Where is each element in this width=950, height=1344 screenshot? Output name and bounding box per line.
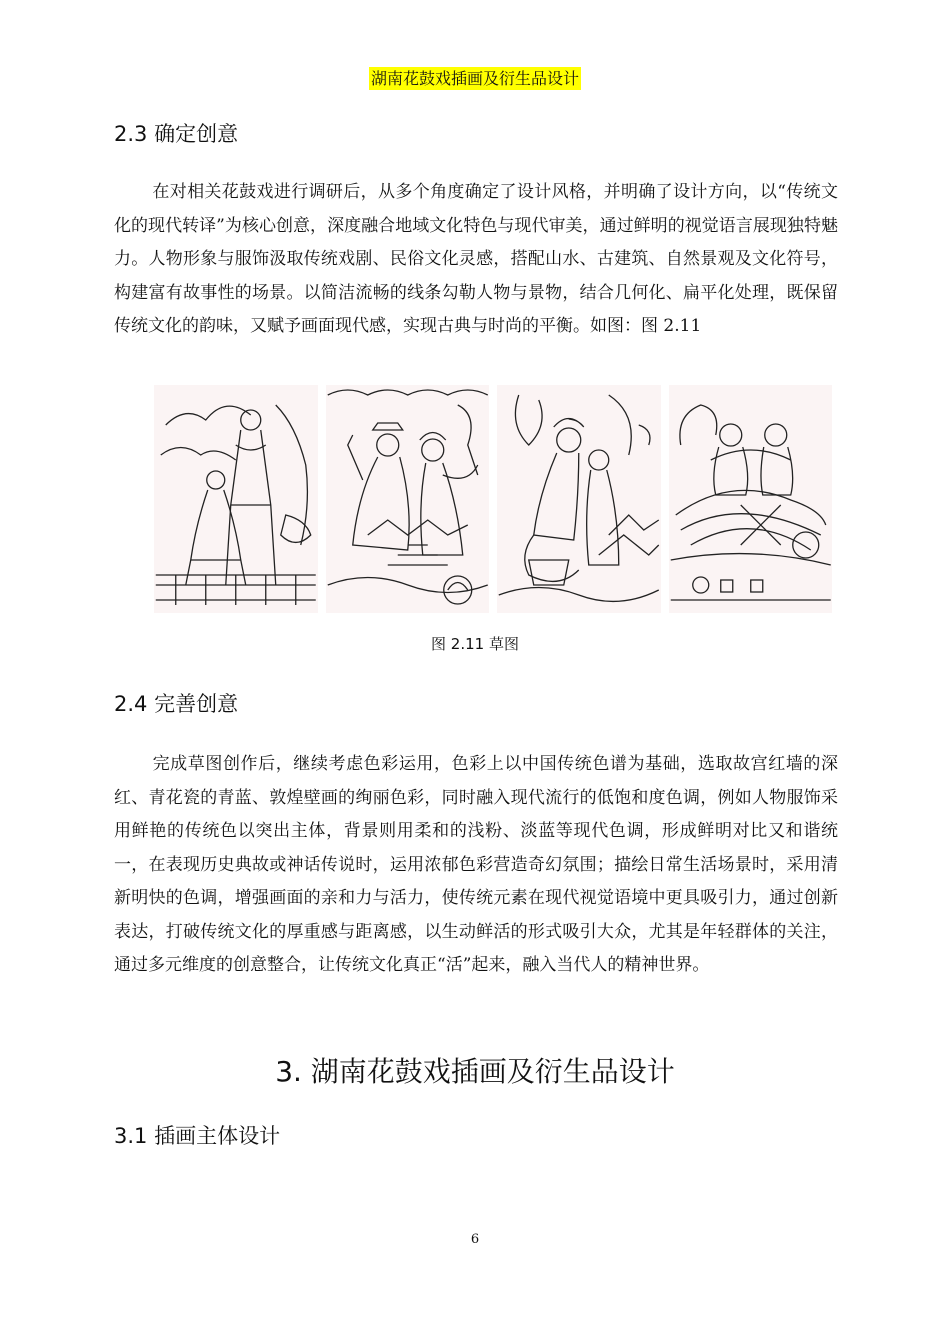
running-header — [0, 66, 950, 89]
figure-caption: 图 2.11 草图 — [431, 635, 519, 653]
section-2-3-heading: 2.3 确定创意 — [114, 122, 239, 146]
section-2-4-heading: 2.4 完善创意 — [114, 692, 239, 716]
sketch-panel-1 — [154, 385, 318, 613]
section-2-3-paragraph: 在对相关花鼓戏进行调研后，从多个角度确定了设计风格，并明确了设计方向，以“传统文化的现代转译”为核心创意，深度融合地域文化特色与现代审美，通过鲜明的视觉语言展现独特魅力。人物形象与服饰汲取传统戏剧、民俗文化灵感，搭配山水、古建筑、自然景观及文化符号，构建富有故事性的场景。以简洁流畅的线条勾勒人物与景物，结合几何化、扁平化处理，既保留传统文化的韵味，又赋予画面现代感，实现古典与时尚的平衡。如图：图 2.11 — [114, 182, 838, 336]
sketch-panel-4-drawing — [669, 385, 833, 613]
sketch-panel-3 — [497, 385, 661, 613]
sketch-panel-4 — [669, 385, 833, 613]
page-number: 6 — [470, 1232, 480, 1247]
sketch-panel-2-drawing — [326, 385, 490, 613]
sketch-panel-2 — [326, 385, 490, 613]
chapter-3-title: 3. 湖南花鼓戏插画及衍生品设计 — [275, 1055, 675, 1088]
section-3-1-heading: 3.1 插画主体设计 — [114, 1124, 281, 1148]
sketch-panel-3-drawing — [497, 385, 661, 613]
sketch-panel-1-drawing — [154, 385, 318, 613]
running-header-title: 湖南花鼓戏插画及衍生品设计 — [370, 69, 579, 88]
sketch-figure — [154, 385, 832, 613]
section-2-4-paragraph: 完成草图创作后，继续考虑色彩运用，色彩上以中国传统色谱为基础，选取故宫红墙的深红、青花瓷的青蓝、敦煌壁画的绚丽色彩，同时融入现代流行的低饱和度色调，例如人物服饰采用鲜艳的传统色以突出主体，背景则用柔和的浅粉、淡蓝等现代色调，形成鲜明对比又和谐统一，在表现历史典故或神话传说时，运用浓郁色彩营造奇幻氛围；描绘日常生活场景时，采用清新明快的色调，增强画面的亲和力与活力，使传统元素在现代视觉语境中更具吸引力，通过创新表达，打破传统文化的厚重感与距离感，以生动鲜活的形式吸引大众，尤其是年轻群体的关注，通过多元维度的创意整合，让传统文化真正“活”起来，融入当代人的精神世界。 — [114, 754, 838, 975]
